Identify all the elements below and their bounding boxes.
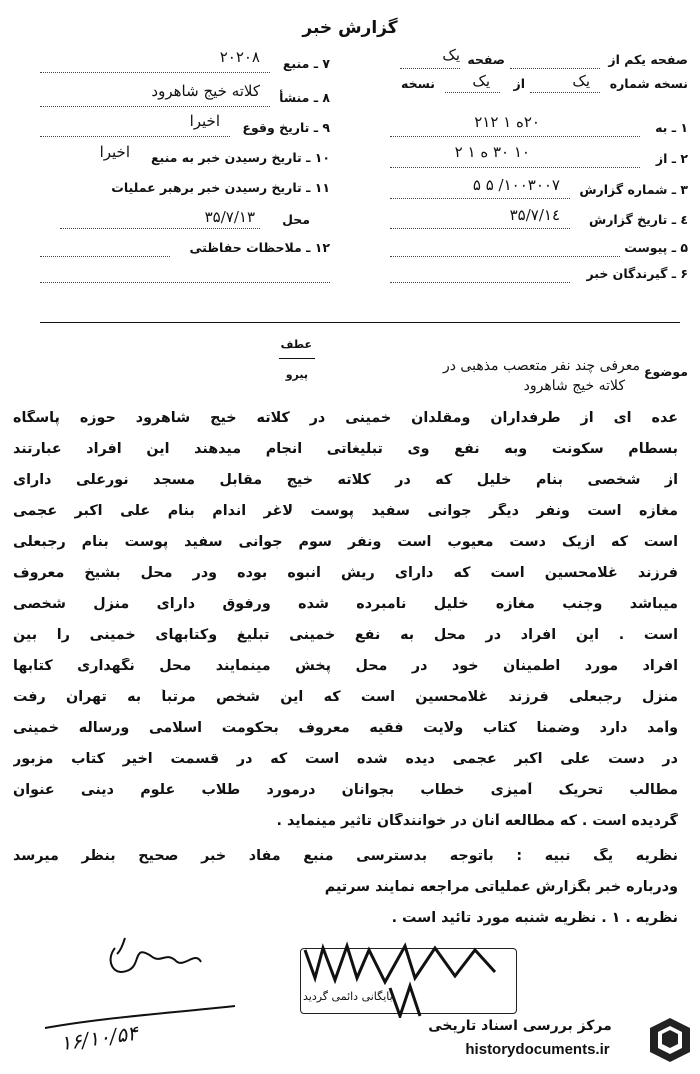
field-copy-suffix: نسخه: [400, 76, 435, 91]
field-page-value: یک: [442, 46, 460, 64]
field-protection-notes-label: ۱۲ ـ ملاحظات حفاظتی: [189, 240, 330, 255]
field-source-received-label: ۱۰ ـ تاریخ رسیدن خبر به منبع: [150, 150, 330, 165]
body-line: در دست علی اکبر عجمی دیده شده است که در قسمت اخیر کتاب مزبور: [13, 751, 678, 767]
field-origin-value: کلاته خیج شاهرود: [151, 82, 260, 100]
field-occurrence-date-value: اخیرا: [189, 112, 220, 130]
field-report-number-label: ۳ ـ شماره گزارش: [579, 182, 688, 197]
stamp-scribble: [295, 938, 525, 1018]
body-line: گردیده است . که مطالعه آنان در خوانندگان تاثیر مینماید .: [276, 813, 678, 829]
body-line: افراد مورد اطمینان خود در محل پخش مینمایند محل نگهداری کتابها: [13, 658, 678, 674]
field-place-label: محل: [282, 212, 310, 227]
field-copy-mid-value: یک: [472, 72, 490, 90]
body-line: منزل رجبعلی فرزند غلامحسین است که این شخص مرتباً به تهران رفت: [13, 689, 678, 705]
body-line: فرزند غلامحسین است که دارای ریش انبوه بوده ودر محل بشیخ معروف: [13, 565, 678, 581]
body-line: است که ازیک دست معیوب است ونفر سوم جوانی سفید پوست بنام رجبعلی: [13, 534, 678, 550]
field-copy-value: یک: [572, 72, 590, 90]
field-report-date-value: ۳۵/۷/۱٤: [509, 206, 560, 224]
field-occurrence-date-label: ۹ ـ تاریخ وقوع: [242, 120, 330, 135]
subject-reference: عطف: [280, 338, 312, 351]
field-origin-label: ۸ ـ منشأ: [279, 90, 330, 105]
field-from-label: ۲ ـ از: [655, 151, 688, 166]
field-report-date-label: ٤ ـ تاریخ گزارش: [588, 212, 688, 227]
body-line: است . این افراد در محل به نفع خمینی تبلیغ وکتابهای خمینی را بین: [13, 627, 678, 643]
field-page-label: صفحه یکم از: [608, 52, 688, 67]
handwritten-date-underline: [40, 998, 240, 1038]
assessment-line: نظریه . ۱ . نظریه شنبه مورد تائید است .: [391, 910, 678, 926]
body-line: میباشد وجنب مغازه خلیل نامبرده شده ورفوق دارای منزل شخصی: [13, 596, 678, 612]
body-line: بسطام سکونت وبه نفع وی تبلیغاتی انجام میدهند این افراد عبارتند: [13, 441, 678, 457]
stamp-text: بایگانی دائمی گردید: [303, 990, 393, 1003]
field-source-label: ۷ ـ منبع: [282, 56, 330, 71]
field-copy-mid: از: [513, 76, 525, 91]
field-to-label: ۱ ـ به: [655, 120, 688, 135]
header-divider: [40, 322, 680, 323]
field-to-value: ۲۰ه ۱ ۲۱۲: [474, 113, 540, 131]
body-line: وآمد دارد وضمنا کتاب ولایت فقیه معروف بحکومت اسلامی ورساله خمینی: [13, 720, 678, 736]
subject-line2: کلاته خیج شاهرود: [523, 378, 625, 394]
field-ops-received-label: ۱۱ ـ تاریخ رسیدن خبر برهبر عملیات: [111, 180, 330, 195]
body-line: از شخصی بنام خلیل که در کلاته خیج مقابل مسجد نورعلی دارای: [13, 472, 678, 488]
handwritten-date: ۱۶/۱۰/۵۴: [58, 1020, 140, 1056]
body-line: مطالب تحریک آمیزی خطاب بجوانان درمورد طلاب علوم دینی عنوان: [13, 782, 678, 798]
assessment-line: ودرباره خبر بگزارش عملیاتی مراجعه نمایند سرتیم: [324, 879, 678, 895]
watermark-org: مرکز بررسی اسناد تاریخی: [428, 1018, 612, 1034]
watermark-url: historydocuments.ir: [465, 1041, 610, 1058]
field-report-number-value: ۱۰۰۳۰۰۷/ ۵ ۵: [472, 176, 560, 194]
field-page-suffix: صفحه: [467, 52, 505, 67]
field-attachment-label: ۵ ـ پیوست: [624, 240, 688, 255]
assessment-line: نظریه یگ نبیه : باتوجه بدسترسی منبع مفاد خبر صحیح بنظر میرسد: [13, 848, 678, 864]
body-line: مغازه است ونفر دیگر جوانی سفید پوست لاغر اندام بنام علی اکبر عجمی: [13, 503, 678, 519]
field-copy-label: نسخه شماره: [609, 76, 688, 91]
field-from-value: ۱۰ ۳۰ ه ۱ ۲: [454, 143, 530, 161]
field-source-value: ۲۰۲۰۸: [219, 48, 260, 66]
subject-label: موضوع: [643, 364, 688, 379]
signature-mark: [95, 930, 215, 990]
field-recipients-label: ۶ ـ گیرندگان خبر: [586, 266, 688, 281]
field-place-value: ۳۵/۷/۱۳: [204, 208, 255, 226]
subject-followup: پیرو: [285, 368, 308, 381]
document-title: گزارش خبر: [302, 18, 398, 38]
subject-text: معرفی چند نفر متعصب مذهبی در: [442, 358, 640, 374]
field-source-received-value: اخیرا: [99, 143, 130, 161]
archive-logo-icon: [648, 1016, 692, 1064]
body-line: عده ای از طرفداران ومقلدان خمینی در کلاته خیج شاهرود حوزه پاسگاه: [13, 410, 678, 426]
